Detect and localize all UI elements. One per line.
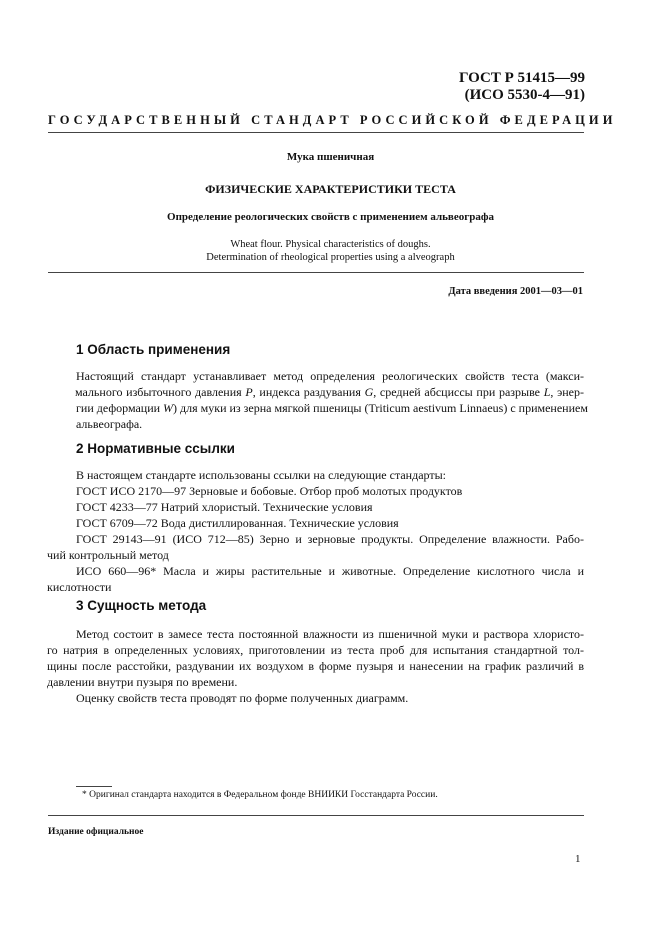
symbol-w: W [163, 401, 174, 415]
s3-line: щины после расстойки, раздувании их воздухом в форме пузыря и нанесении на график различий в [47, 659, 584, 673]
s1-line2 [75, 384, 584, 400]
reference-item-continuation: кислотности [47, 580, 112, 594]
reference-item-continuation: чий контрольный метод [47, 548, 169, 562]
symbol-g: G [364, 385, 374, 399]
s1-text: ) для муки из зерна мягкой пшеницы (Triticum aestivum Linnaeus) с применением [173, 401, 588, 415]
s1-text: гии деформации [76, 401, 164, 415]
footer-divider [48, 815, 584, 816]
reference-item: ГОСТ ИСО 2170—97 Зерновые и бобовые. Отбор проб молотых продуктов [76, 484, 463, 498]
s1-line1: Настоящий стандарт устанавливает метод определения реологических свойств теста (макси- [76, 369, 584, 383]
english-title-line2: Determination of rheological properties using a alveograph [206, 252, 455, 263]
gost-number: ГОСТ Р 51415—99 [458, 70, 585, 86]
symbol-p: P [245, 385, 253, 399]
english-title-line1: Wheat flour. Physical characteristics of doughs. [230, 239, 431, 250]
section-1-heading: 1 Область применения [76, 342, 231, 357]
s2-intro: В настоящем стандарте использованы ссылки на следующие стандарты: [76, 468, 447, 482]
introduction-date: Дата введения 2001—03—01 [448, 286, 583, 297]
s1-line4: альвеографа. [76, 417, 143, 431]
footnote-rule [76, 786, 112, 787]
sub-title: Определение реологических свойств с применением альвеографа [167, 211, 494, 223]
reference-item: ГОСТ 4233—77 Натрий хлористый. Технические условия [76, 500, 373, 514]
reference-item: ГОСТ 6709—72 Вода дистиллированная. Технические условия [76, 516, 399, 530]
section-3-heading: 3 Сущность метода [76, 598, 207, 613]
s1-text: мального избыточного давления [75, 385, 246, 399]
edition-label: Издание официальное [48, 827, 144, 837]
s3-line: го натрия в определенных условиях, приготовлении из теста проб для испытания стандартной тол- [47, 643, 584, 657]
standard-banner: ГОСУДАРСТВЕННЫЙ СТАНДАРТ РОССИЙСКОЙ ФЕДЕРАЦИИ [48, 113, 617, 127]
page-number: 1 [575, 853, 581, 865]
footnote: * Оригинал стандарта находится в Федеральном фонде ВНИИКИ Госстандарта России. [82, 790, 438, 800]
symbol-l: L [543, 385, 551, 399]
main-title: ФИЗИЧЕСКИЕ ХАРАКТЕРИСТИКИ ТЕСТА [205, 182, 456, 196]
s1-text: , энер- [550, 385, 584, 399]
s3-line: Метод состоит в замесе теста постоянной влажности из пшеничной муки и раствора хлористо- [76, 627, 584, 641]
s3-line: давлении внутри пузыря по времени. [47, 675, 238, 689]
iso-number: (ИСО 5530-4—91) [464, 87, 585, 103]
section-2-references [47, 467, 584, 595]
s1-text: , индекса раздувания [252, 385, 365, 399]
s1-line3 [76, 400, 588, 416]
s3-paragraph-2: Оценку свойств теста проводят по форме полученных диаграмм. [76, 691, 409, 705]
s1-text: , средней абсциссы при разрыве [373, 385, 544, 399]
header-divider [48, 132, 584, 133]
section-2-heading: 2 Нормативные ссылки [76, 441, 235, 456]
section-3-paragraph [47, 626, 584, 706]
reference-item: ИСО 660—96* Масла и жиры растительные и животные. Определение кислотного числа и [76, 564, 584, 578]
title-divider [48, 272, 584, 273]
section-1-paragraph [75, 368, 588, 432]
product-title: Мука пшеничная [286, 151, 375, 163]
reference-item: ГОСТ 29143—91 (ИСО 712—85) Зерно и зерновые продукты. Определение влажности. Рабо- [76, 532, 584, 546]
